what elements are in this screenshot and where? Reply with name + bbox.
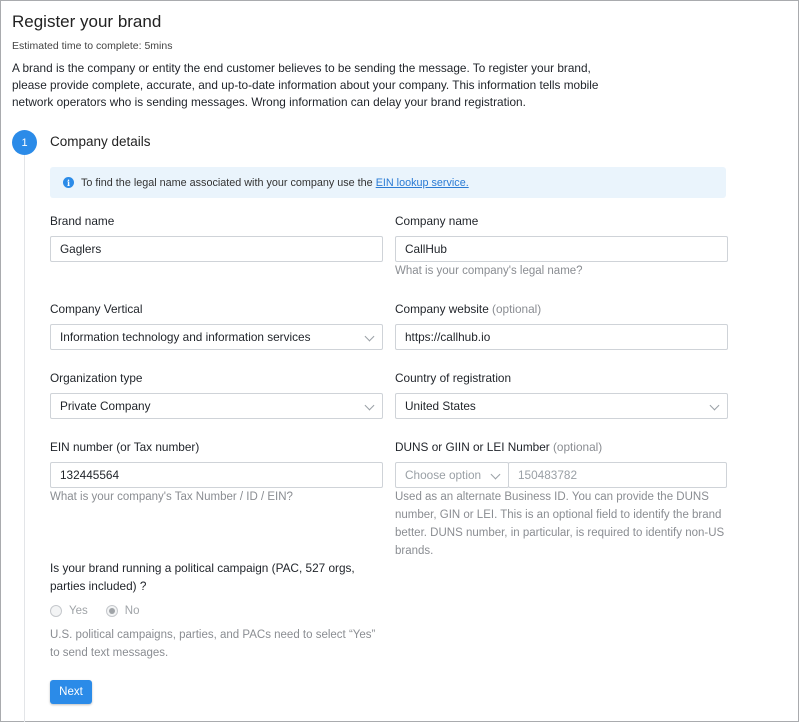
company-vertical-select[interactable] <box>50 324 383 350</box>
company-website-label <box>395 302 541 316</box>
next-button[interactable]: Next <box>50 680 92 704</box>
political-question: Is your brand running a political campaign (PAC, 527 orgs, parties included) ? <box>50 561 355 593</box>
organization-type-select[interactable] <box>50 393 383 419</box>
brand-name-input[interactable] <box>50 236 383 262</box>
duns-label-text: DUNS or GIIN or LEI Number <box>395 440 550 454</box>
organization-type-label: Organization type <box>50 371 143 385</box>
ein-help: What is your company's Tax Number / ID / EIN? <box>50 491 293 503</box>
political-yes-label[interactable]: Yes <box>69 605 88 617</box>
info-icon: i <box>63 177 74 188</box>
brand-name-value: Gaglers <box>60 242 102 256</box>
company-vertical-label: Company Vertical <box>50 302 143 316</box>
step-number-badge: 1 <box>12 130 37 155</box>
info-banner-text: To find the legal name associated with your company use the <box>81 176 373 189</box>
duns-label <box>395 440 602 454</box>
company-name-label: Company name <box>395 214 479 228</box>
country-label: Country of registration <box>395 371 512 385</box>
info-banner <box>50 167 726 198</box>
duns-number-input[interactable] <box>508 462 727 488</box>
brand-name-label: Brand name <box>50 214 115 228</box>
ein-label: EIN number (or Tax number) <box>50 440 200 454</box>
political-no-radio[interactable] <box>106 605 118 617</box>
estimated-time: Estimated time to complete: 5mins <box>12 40 173 52</box>
optional-tag: (optional) <box>553 440 603 454</box>
organization-type-value: Private Company <box>60 399 151 413</box>
company-vertical-value: Information technology and information services <box>60 330 311 344</box>
company-name-help: What is your company's legal name? <box>395 265 583 277</box>
ein-input[interactable] <box>50 462 383 488</box>
company-website-input[interactable] <box>395 324 728 350</box>
company-name-input[interactable] <box>395 236 728 262</box>
step-connector-line <box>24 155 25 722</box>
country-select[interactable] <box>395 393 728 419</box>
political-no-label[interactable]: No <box>124 605 140 617</box>
chevron-down-icon <box>365 332 375 342</box>
political-help: U.S. political campaigns, parties, and PACs need to select “Yes” to send text messages. <box>50 629 376 659</box>
duns-type-select[interactable] <box>395 462 509 488</box>
chevron-down-icon <box>365 401 375 411</box>
radio-selected-dot <box>109 608 115 614</box>
duns-number-value: 150483782 <box>518 468 578 482</box>
ein-lookup-link[interactable]: EIN lookup service. <box>375 176 469 189</box>
intro-text: A brand is the company or entity the end customer believes to be sending the message. To register your brand, please provide complete, accurate, and up-to-date information about your company. This information tells mobile network operators who is sending messages. Wrong information can delay your brand registration. <box>12 61 599 109</box>
optional-tag: (optional) <box>492 302 542 316</box>
chevron-down-icon <box>491 470 501 480</box>
ein-value: 132445564 <box>60 468 120 482</box>
company-website-label-text: Company website <box>395 302 489 316</box>
political-radio-group <box>50 605 139 617</box>
step-title: Company details <box>50 134 151 149</box>
country-value: United States <box>405 399 476 413</box>
company-website-value: https://callhub.io <box>405 330 491 344</box>
company-name-value: CallHub <box>405 242 447 256</box>
duns-help: Used as an alternate Business ID. You can provide the DUNS number, GIN or LEI. This is an optional field to identify the brand better. DUNS number, in particular, is required to identify non-US brands. <box>395 491 725 557</box>
page-title: Register your brand <box>12 12 162 31</box>
political-yes-radio[interactable] <box>50 605 62 617</box>
chevron-down-icon <box>710 401 720 411</box>
duns-type-placeholder: Choose option <box>405 468 482 482</box>
